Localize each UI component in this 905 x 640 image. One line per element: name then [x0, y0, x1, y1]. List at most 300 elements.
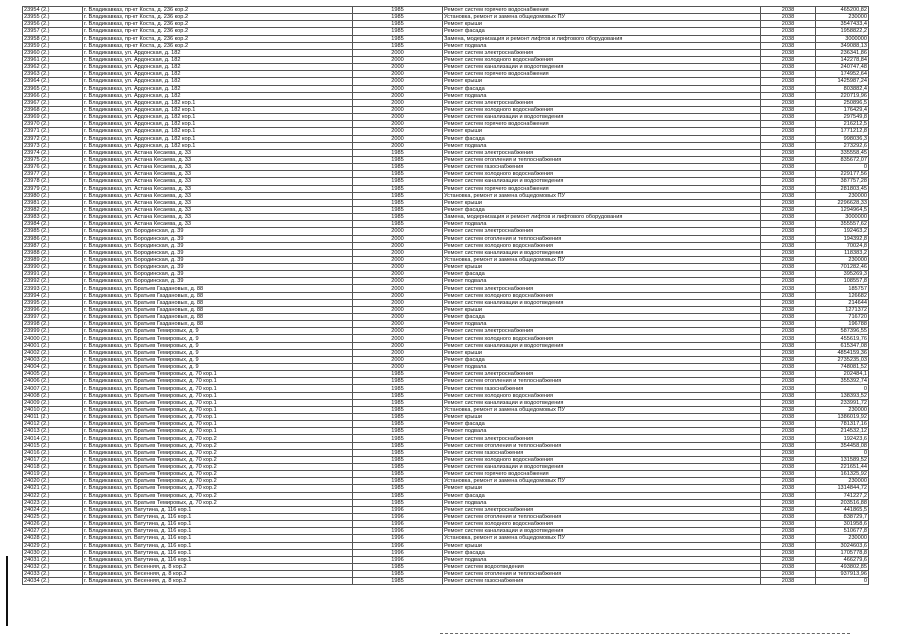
- cell-row-number: 23968 (2.): [23, 106, 83, 113]
- table-row: [23, 578, 869, 585]
- cell-cost: 493802,85: [816, 563, 869, 570]
- cell-plan-year: 2038: [761, 271, 816, 278]
- cell-plan-year: 2038: [761, 128, 816, 135]
- cell-plan-year: 2038: [761, 264, 816, 271]
- cell-cost: 138393,52: [816, 392, 869, 399]
- cell-plan-year: 2038: [761, 492, 816, 499]
- cell-work-type: Ремонт систем холодного водоснабжения: [443, 106, 761, 113]
- cell-plan-year: 2038: [761, 221, 816, 228]
- cell-row-number: 23982 (2.): [23, 206, 83, 213]
- cell-work-type: Ремонт подвала: [443, 92, 761, 99]
- cell-row-number: 23957 (2.): [23, 28, 83, 35]
- cell-plan-year: 2038: [761, 249, 816, 256]
- cell-work-type: Ремонт фасада: [443, 549, 761, 556]
- cell-row-number: 23971 (2.): [23, 128, 83, 135]
- cell-build-year: 2000: [353, 85, 443, 92]
- cell-build-year: 2000: [353, 321, 443, 328]
- cell-build-year: 1985: [353, 199, 443, 206]
- cell-address: г. Владикавказ, ул. Ардонская, д. 182 кор.1: [83, 142, 353, 149]
- cell-address: г. Владикавказ, ул. Ватутина, д. 116 кор.1: [83, 521, 353, 528]
- cell-work-type: Ремонт крыши: [443, 306, 761, 313]
- cell-address: г. Владикавказ, ул. Братьев Газдановых, д. 88: [83, 292, 353, 299]
- cell-plan-year: 2038: [761, 164, 816, 171]
- table-row: [23, 214, 869, 221]
- cell-row-number: 23995 (2.): [23, 299, 83, 306]
- cell-plan-year: 2038: [761, 442, 816, 449]
- cell-cost: 0: [816, 578, 869, 585]
- cell-address: г. Владикавказ, ул. Братьев Темировых, д. 9: [83, 335, 353, 342]
- cell-work-type: Ремонт систем электроснабжения: [443, 99, 761, 106]
- cell-cost: 3024603,6: [816, 542, 869, 549]
- cell-work-type: Ремонт систем канализации и водоотведения: [443, 178, 761, 185]
- table-row: [23, 549, 869, 556]
- table-row: [23, 485, 869, 492]
- cell-build-year: 2000: [353, 299, 443, 306]
- cell-work-type: Установка, ремонт и замена общедомовых ПУ: [443, 192, 761, 199]
- cell-plan-year: 2038: [761, 14, 816, 21]
- cell-cost: 0: [816, 164, 869, 171]
- cell-plan-year: 2038: [761, 235, 816, 242]
- cell-cost: 185757: [816, 285, 869, 292]
- cell-cost: 1271372: [816, 306, 869, 313]
- table-row: [23, 71, 869, 78]
- table-row: [23, 49, 869, 56]
- table-row: [23, 206, 869, 213]
- cell-build-year: 2000: [353, 249, 443, 256]
- table-row: [23, 521, 869, 528]
- cell-build-year: 1985: [353, 221, 443, 228]
- cell-plan-year: 2038: [761, 392, 816, 399]
- cell-address: г. Владикавказ, ул. Братьев Газдановых, д. 88: [83, 306, 353, 313]
- cell-build-year: 1985: [353, 28, 443, 35]
- cell-build-year: 2000: [353, 106, 443, 113]
- cell-cost: 1294964,5: [816, 206, 869, 213]
- cell-work-type: Ремонт систем канализации и водоотведения: [443, 528, 761, 535]
- cell-cost: 937913,96: [816, 571, 869, 578]
- cell-cost: 202484,1: [816, 371, 869, 378]
- cell-build-year: 1985: [353, 421, 443, 428]
- cell-build-year: 1985: [353, 42, 443, 49]
- cell-plan-year: 2038: [761, 464, 816, 471]
- cell-cost: 0: [816, 449, 869, 456]
- cell-row-number: 23962 (2.): [23, 64, 83, 71]
- cell-address: г. Владикавказ, пр-кт Коста, д. 236 кор.2: [83, 35, 353, 42]
- cell-work-type: Ремонт систем канализации и водоотведения: [443, 64, 761, 71]
- cell-address: г. Владикавказ, ул. Астана Кесаева, д. 33: [83, 192, 353, 199]
- cell-build-year: 1985: [353, 406, 443, 413]
- cell-address: г. Владикавказ, пр-кт Коста, д. 236 кор.2: [83, 21, 353, 28]
- cell-build-year: 1996: [353, 549, 443, 556]
- cell-row-number: 23958 (2.): [23, 35, 83, 42]
- cell-cost: 233991,72: [816, 399, 869, 406]
- cell-build-year: 2000: [353, 335, 443, 342]
- cell-cost: 108557,8: [816, 278, 869, 285]
- cell-row-number: 24030 (2.): [23, 549, 83, 556]
- binding-mark: [6, 556, 8, 626]
- cell-build-year: 1985: [353, 371, 443, 378]
- cell-cost: 1314844,72: [816, 485, 869, 492]
- cell-build-year: 1985: [353, 471, 443, 478]
- cell-address: г. Владикавказ, ул. Ардонская, д. 182 кор.1: [83, 128, 353, 135]
- cell-build-year: 2000: [353, 228, 443, 235]
- cell-cost: 355392,74: [816, 378, 869, 385]
- cell-cost: 281803,45: [816, 185, 869, 192]
- cell-cost: 387757,28: [816, 178, 869, 185]
- cell-build-year: 1996: [353, 513, 443, 520]
- table-row: [23, 35, 869, 42]
- cell-address: г. Владикавказ, ул. Ватутина, д. 116 кор.1: [83, 549, 353, 556]
- table-row: [23, 56, 869, 63]
- table-row: [23, 356, 869, 363]
- table-row: [23, 235, 869, 242]
- cell-row-number: 23996 (2.): [23, 306, 83, 313]
- cell-work-type: Ремонт систем электроснабжения: [443, 371, 761, 378]
- table-row: [23, 406, 869, 413]
- cell-build-year: 2000: [353, 271, 443, 278]
- cell-row-number: 24031 (2.): [23, 556, 83, 563]
- cell-address: г. Владикавказ, ул. Ардонская, д. 182 кор.1: [83, 114, 353, 121]
- cell-address: г. Владикавказ, ул. Бородинская, д. 39: [83, 235, 353, 242]
- cell-cost: 230000: [816, 192, 869, 199]
- cell-plan-year: 2038: [761, 542, 816, 549]
- cell-work-type: Ремонт систем электроснабжения: [443, 328, 761, 335]
- cell-plan-year: 2038: [761, 521, 816, 528]
- cell-cost: 174952,64: [816, 71, 869, 78]
- table-row: [23, 428, 869, 435]
- cell-plan-year: 2038: [761, 28, 816, 35]
- cell-address: г. Владикавказ, ул. Ардонская, д. 182: [83, 78, 353, 85]
- cell-address: г. Владикавказ, ул. Весенняя, д. 8 кор.2: [83, 563, 353, 570]
- cell-plan-year: 2038: [761, 385, 816, 392]
- cell-row-number: 24026 (2.): [23, 521, 83, 528]
- cell-build-year: 1996: [353, 521, 443, 528]
- cell-cost: 230000: [816, 535, 869, 542]
- cell-cost: 216212,5: [816, 121, 869, 128]
- cell-plan-year: 2038: [761, 85, 816, 92]
- cell-build-year: 1985: [353, 571, 443, 578]
- cell-work-type: Ремонт фасада: [443, 28, 761, 35]
- cell-cost: 1705778,8: [816, 549, 869, 556]
- cell-cost: 142278,84: [816, 56, 869, 63]
- cell-cost: 395269,3: [816, 271, 869, 278]
- cell-work-type: Ремонт систем горячего водоснабжения: [443, 185, 761, 192]
- cell-row-number: 23974 (2.): [23, 149, 83, 156]
- cell-address: г. Владикавказ, ул. Братьев Темировых, д. 70 кор.2: [83, 499, 353, 506]
- cell-build-year: 1985: [353, 464, 443, 471]
- cell-build-year: 1985: [353, 578, 443, 585]
- cell-cost: 297549,8: [816, 114, 869, 121]
- cell-row-number: 23985 (2.): [23, 228, 83, 235]
- cell-work-type: Ремонт подвала: [443, 499, 761, 506]
- cell-address: г. Владикавказ, ул. Бородинская, д. 39: [83, 249, 353, 256]
- cell-address: г. Владикавказ, ул. Братьев Газдановых, д. 88: [83, 321, 353, 328]
- cell-build-year: 2000: [353, 71, 443, 78]
- cell-address: г. Владикавказ, ул. Астана Кесаева, д. 33: [83, 149, 353, 156]
- cell-address: г. Владикавказ, ул. Ватутина, д. 116 кор.1: [83, 528, 353, 535]
- cell-row-number: 24014 (2.): [23, 435, 83, 442]
- cell-build-year: 2000: [353, 256, 443, 263]
- cell-row-number: 23994 (2.): [23, 292, 83, 299]
- table-row: [23, 506, 869, 513]
- cell-row-number: 23964 (2.): [23, 78, 83, 85]
- cell-work-type: Ремонт подвала: [443, 364, 761, 371]
- cell-work-type: Замена, модернизация и ремонт лифтов и лифтового оборудования: [443, 35, 761, 42]
- cell-address: г. Владикавказ, ул. Братьев Темировых, д. 70 кор.2: [83, 442, 353, 449]
- table-row: [23, 221, 869, 228]
- cell-address: г. Владикавказ, ул. Ардонская, д. 182 кор.1: [83, 135, 353, 142]
- cell-work-type: Установка, ремонт и замена общедомовых ПУ: [443, 14, 761, 21]
- cell-address: г. Владикавказ, ул. Астана Кесаева, д. 33: [83, 214, 353, 221]
- cell-work-type: Ремонт крыши: [443, 264, 761, 271]
- cell-build-year: 1985: [353, 414, 443, 421]
- cell-cost: 781317,16: [816, 421, 869, 428]
- cell-plan-year: 2038: [761, 549, 816, 556]
- cell-cost: 838729,7: [816, 513, 869, 520]
- cell-address: г. Владикавказ, ул. Бородинская, д. 39: [83, 256, 353, 263]
- cell-build-year: 2000: [353, 328, 443, 335]
- cell-build-year: 2000: [353, 99, 443, 106]
- cell-plan-year: 2038: [761, 142, 816, 149]
- cell-plan-year: 2038: [761, 214, 816, 221]
- cell-row-number: 24032 (2.): [23, 563, 83, 570]
- cell-build-year: 1985: [353, 435, 443, 442]
- table-row: [23, 249, 869, 256]
- cell-work-type: Ремонт крыши: [443, 199, 761, 206]
- cell-row-number: 24029 (2.): [23, 542, 83, 549]
- cell-cost: 196788: [816, 321, 869, 328]
- cell-build-year: 1985: [353, 156, 443, 163]
- cell-work-type: Ремонт систем электроснабжения: [443, 506, 761, 513]
- cell-work-type: Замена, модернизация и ремонт лифтов и лифтового оборудования: [443, 214, 761, 221]
- cell-address: г. Владикавказ, ул. Бородинская, д. 39: [83, 278, 353, 285]
- cell-row-number: 23983 (2.): [23, 214, 83, 221]
- cell-plan-year: 2038: [761, 378, 816, 385]
- cell-build-year: 1985: [353, 385, 443, 392]
- cell-cost: 161325,92: [816, 471, 869, 478]
- cell-address: г. Владикавказ, ул. Братьев Темировых, д. 70 кор.1: [83, 371, 353, 378]
- table-row: [23, 192, 869, 199]
- cell-cost: 230000: [816, 256, 869, 263]
- cell-cost: 803882,4: [816, 85, 869, 92]
- cell-cost: 701282,46: [816, 264, 869, 271]
- cell-row-number: 24019 (2.): [23, 471, 83, 478]
- cell-work-type: Ремонт подвала: [443, 556, 761, 563]
- cell-cost: 0: [816, 385, 869, 392]
- table-row: [23, 278, 869, 285]
- cell-address: г. Владикавказ, ул. Бородинская, д. 39: [83, 242, 353, 249]
- table-row: [23, 378, 869, 385]
- cell-address: г. Владикавказ, ул. Ватутина, д. 116 кор.1: [83, 556, 353, 563]
- table-row: [23, 464, 869, 471]
- cell-work-type: Ремонт фасада: [443, 85, 761, 92]
- table-row: [23, 285, 869, 292]
- cell-row-number: 23972 (2.): [23, 135, 83, 142]
- cell-address: г. Владикавказ, пр-кт Коста, д. 236 кор.2: [83, 14, 353, 21]
- cell-cost: 349088,13: [816, 42, 869, 49]
- cell-cost: 465200,82: [816, 7, 869, 14]
- cell-row-number: 24007 (2.): [23, 385, 83, 392]
- cell-plan-year: 2038: [761, 478, 816, 485]
- cell-row-number: 24015 (2.): [23, 442, 83, 449]
- cell-work-type: Ремонт систем отопления и теплоснабжения: [443, 571, 761, 578]
- cell-address: г. Владикавказ, ул. Ватутина, д. 116 кор.1: [83, 542, 353, 549]
- cell-address: г. Владикавказ, ул. Братьев Темировых, д. 70 кор.1: [83, 421, 353, 428]
- table-row: [23, 364, 869, 371]
- cell-address: г. Владикавказ, ул. Братьев Темировых, д. 70 кор.2: [83, 478, 353, 485]
- table-row: [23, 435, 869, 442]
- cell-address: г. Владикавказ, ул. Весенняя, д. 8 кор.2: [83, 571, 353, 578]
- cell-plan-year: 2038: [761, 135, 816, 142]
- cell-plan-year: 2038: [761, 499, 816, 506]
- table-row: [23, 114, 869, 121]
- cell-build-year: 1985: [353, 171, 443, 178]
- cell-build-year: 1985: [353, 392, 443, 399]
- cell-work-type: Ремонт систем горячего водоснабжения: [443, 471, 761, 478]
- cell-row-number: 23976 (2.): [23, 164, 83, 171]
- cell-cost: 229177,56: [816, 171, 869, 178]
- cell-row-number: 23978 (2.): [23, 178, 83, 185]
- cell-plan-year: 2038: [761, 399, 816, 406]
- table-row: [23, 442, 869, 449]
- cell-address: г. Владикавказ, ул. Братьев Газдановых, д. 88: [83, 285, 353, 292]
- cell-work-type: Ремонт подвала: [443, 321, 761, 328]
- table-row: [23, 392, 869, 399]
- cell-plan-year: 2038: [761, 92, 816, 99]
- cell-cost: 230000: [816, 14, 869, 21]
- cell-row-number: 24004 (2.): [23, 364, 83, 371]
- table-row: [23, 264, 869, 271]
- cell-work-type: Установка, ремонт и замена общедомовых ПУ: [443, 535, 761, 542]
- cell-build-year: 2000: [353, 142, 443, 149]
- cell-work-type: Ремонт систем холодного водоснабжения: [443, 392, 761, 399]
- cell-build-year: 1996: [353, 556, 443, 563]
- cell-plan-year: 2038: [761, 321, 816, 328]
- cell-row-number: 24001 (2.): [23, 342, 83, 349]
- table-row: [23, 456, 869, 463]
- cell-plan-year: 2038: [761, 328, 816, 335]
- cell-row-number: 23988 (2.): [23, 249, 83, 256]
- table-row: [23, 178, 869, 185]
- table-row: [23, 271, 869, 278]
- cell-work-type: Ремонт систем отопления и теплоснабжения: [443, 513, 761, 520]
- cell-build-year: 1985: [353, 206, 443, 213]
- cell-address: г. Владикавказ, ул. Братьев Темировых, д. 70 кор.1: [83, 406, 353, 413]
- cell-work-type: Ремонт систем газоснабжения: [443, 164, 761, 171]
- cell-cost: 192423,6: [816, 435, 869, 442]
- cell-plan-year: 2038: [761, 371, 816, 378]
- cell-build-year: 1985: [353, 563, 443, 570]
- cell-row-number: 24018 (2.): [23, 464, 83, 471]
- cell-address: г. Владикавказ, ул. Ардонская, д. 182: [83, 71, 353, 78]
- table-row: [23, 528, 869, 535]
- cell-build-year: 1985: [353, 449, 443, 456]
- cell-cost: 716720: [816, 314, 869, 321]
- table-row: [23, 292, 869, 299]
- cell-address: г. Владикавказ, ул. Братьев Темировых, д. 70 кор.1: [83, 414, 353, 421]
- cell-address: г. Владикавказ, пр-кт Коста, д. 236 кор.2: [83, 28, 353, 35]
- cell-work-type: Ремонт систем электроснабжения: [443, 435, 761, 442]
- cell-row-number: 23986 (2.): [23, 235, 83, 242]
- cell-address: г. Владикавказ, ул. Братьев Темировых, д. 70 кор.1: [83, 385, 353, 392]
- cell-address: г. Владикавказ, ул. Астана Кесаева, д. 33: [83, 178, 353, 185]
- table-row: [23, 256, 869, 263]
- cell-build-year: 1985: [353, 442, 443, 449]
- cell-work-type: Ремонт систем отопления и теплоснабжения: [443, 442, 761, 449]
- cell-cost: 1771212,8: [816, 128, 869, 135]
- cell-address: г. Владикавказ, пр-кт Коста, д. 236 кор.2: [83, 42, 353, 49]
- cell-plan-year: 2038: [761, 556, 816, 563]
- cell-row-number: 24024 (2.): [23, 506, 83, 513]
- cell-plan-year: 2038: [761, 171, 816, 178]
- cell-plan-year: 2038: [761, 299, 816, 306]
- cell-row-number: 23960 (2.): [23, 49, 83, 56]
- cell-work-type: Ремонт крыши: [443, 128, 761, 135]
- cell-build-year: 1996: [353, 535, 443, 542]
- cell-build-year: 2000: [353, 64, 443, 71]
- table-row: [23, 228, 869, 235]
- table-row: [23, 306, 869, 313]
- cell-work-type: Ремонт подвала: [443, 42, 761, 49]
- cell-plan-year: 2038: [761, 278, 816, 285]
- cell-row-number: 24005 (2.): [23, 371, 83, 378]
- cell-build-year: 2000: [353, 56, 443, 63]
- cell-work-type: Ремонт систем холодного водоснабжения: [443, 171, 761, 178]
- cell-work-type: Установка, ремонт и замена общедомовых ПУ: [443, 478, 761, 485]
- cell-cost: 221651,44: [816, 464, 869, 471]
- cell-plan-year: 2038: [761, 471, 816, 478]
- cell-address: г. Владикавказ, ул. Братьев Темировых, д. 70 кор.2: [83, 435, 353, 442]
- cell-plan-year: 2038: [761, 206, 816, 213]
- cell-cost: 250896,5: [816, 99, 869, 106]
- table-row: [23, 399, 869, 406]
- cell-plan-year: 2038: [761, 285, 816, 292]
- cell-work-type: Ремонт систем холодного водоснабжения: [443, 56, 761, 63]
- cell-address: г. Владикавказ, ул. Братьев Темировых, д. 70 кор.1: [83, 399, 353, 406]
- cell-cost: 455619,76: [816, 335, 869, 342]
- cell-address: г. Владикавказ, ул. Братьев Темировых, д. 70 кор.1: [83, 428, 353, 435]
- cell-plan-year: 2038: [761, 256, 816, 263]
- cell-row-number: 23954 (2.): [23, 7, 83, 14]
- cell-build-year: 2000: [353, 292, 443, 299]
- cell-build-year: 2000: [353, 135, 443, 142]
- footer-dashed-line: [440, 633, 850, 634]
- table-row: [23, 85, 869, 92]
- cell-row-number: 24034 (2.): [23, 578, 83, 585]
- cell-cost: 741227,2: [816, 492, 869, 499]
- cell-row-number: 24011 (2.): [23, 414, 83, 421]
- table-row: [23, 421, 869, 428]
- cell-work-type: Ремонт фасада: [443, 135, 761, 142]
- cell-build-year: 1985: [353, 192, 443, 199]
- cell-cost: 214644: [816, 299, 869, 306]
- table-row: [23, 121, 869, 128]
- cell-build-year: 1985: [353, 485, 443, 492]
- cell-cost: 220719,96: [816, 92, 869, 99]
- cell-plan-year: 2038: [761, 71, 816, 78]
- cell-address: г. Владикавказ, ул. Ардонская, д. 182: [83, 85, 353, 92]
- table-row: [23, 571, 869, 578]
- cell-work-type: Ремонт крыши: [443, 414, 761, 421]
- cell-build-year: 1996: [353, 506, 443, 513]
- cell-plan-year: 2038: [761, 114, 816, 121]
- table-row: [23, 449, 869, 456]
- cell-address: г. Владикавказ, ул. Братьев Газдановых, д. 88: [83, 299, 353, 306]
- cell-cost: 192463,2: [816, 228, 869, 235]
- cell-work-type: Ремонт подвала: [443, 142, 761, 149]
- cell-work-type: Ремонт крыши: [443, 485, 761, 492]
- cell-work-type: Ремонт систем горячего водоснабжения: [443, 7, 761, 14]
- cell-plan-year: 2038: [761, 42, 816, 49]
